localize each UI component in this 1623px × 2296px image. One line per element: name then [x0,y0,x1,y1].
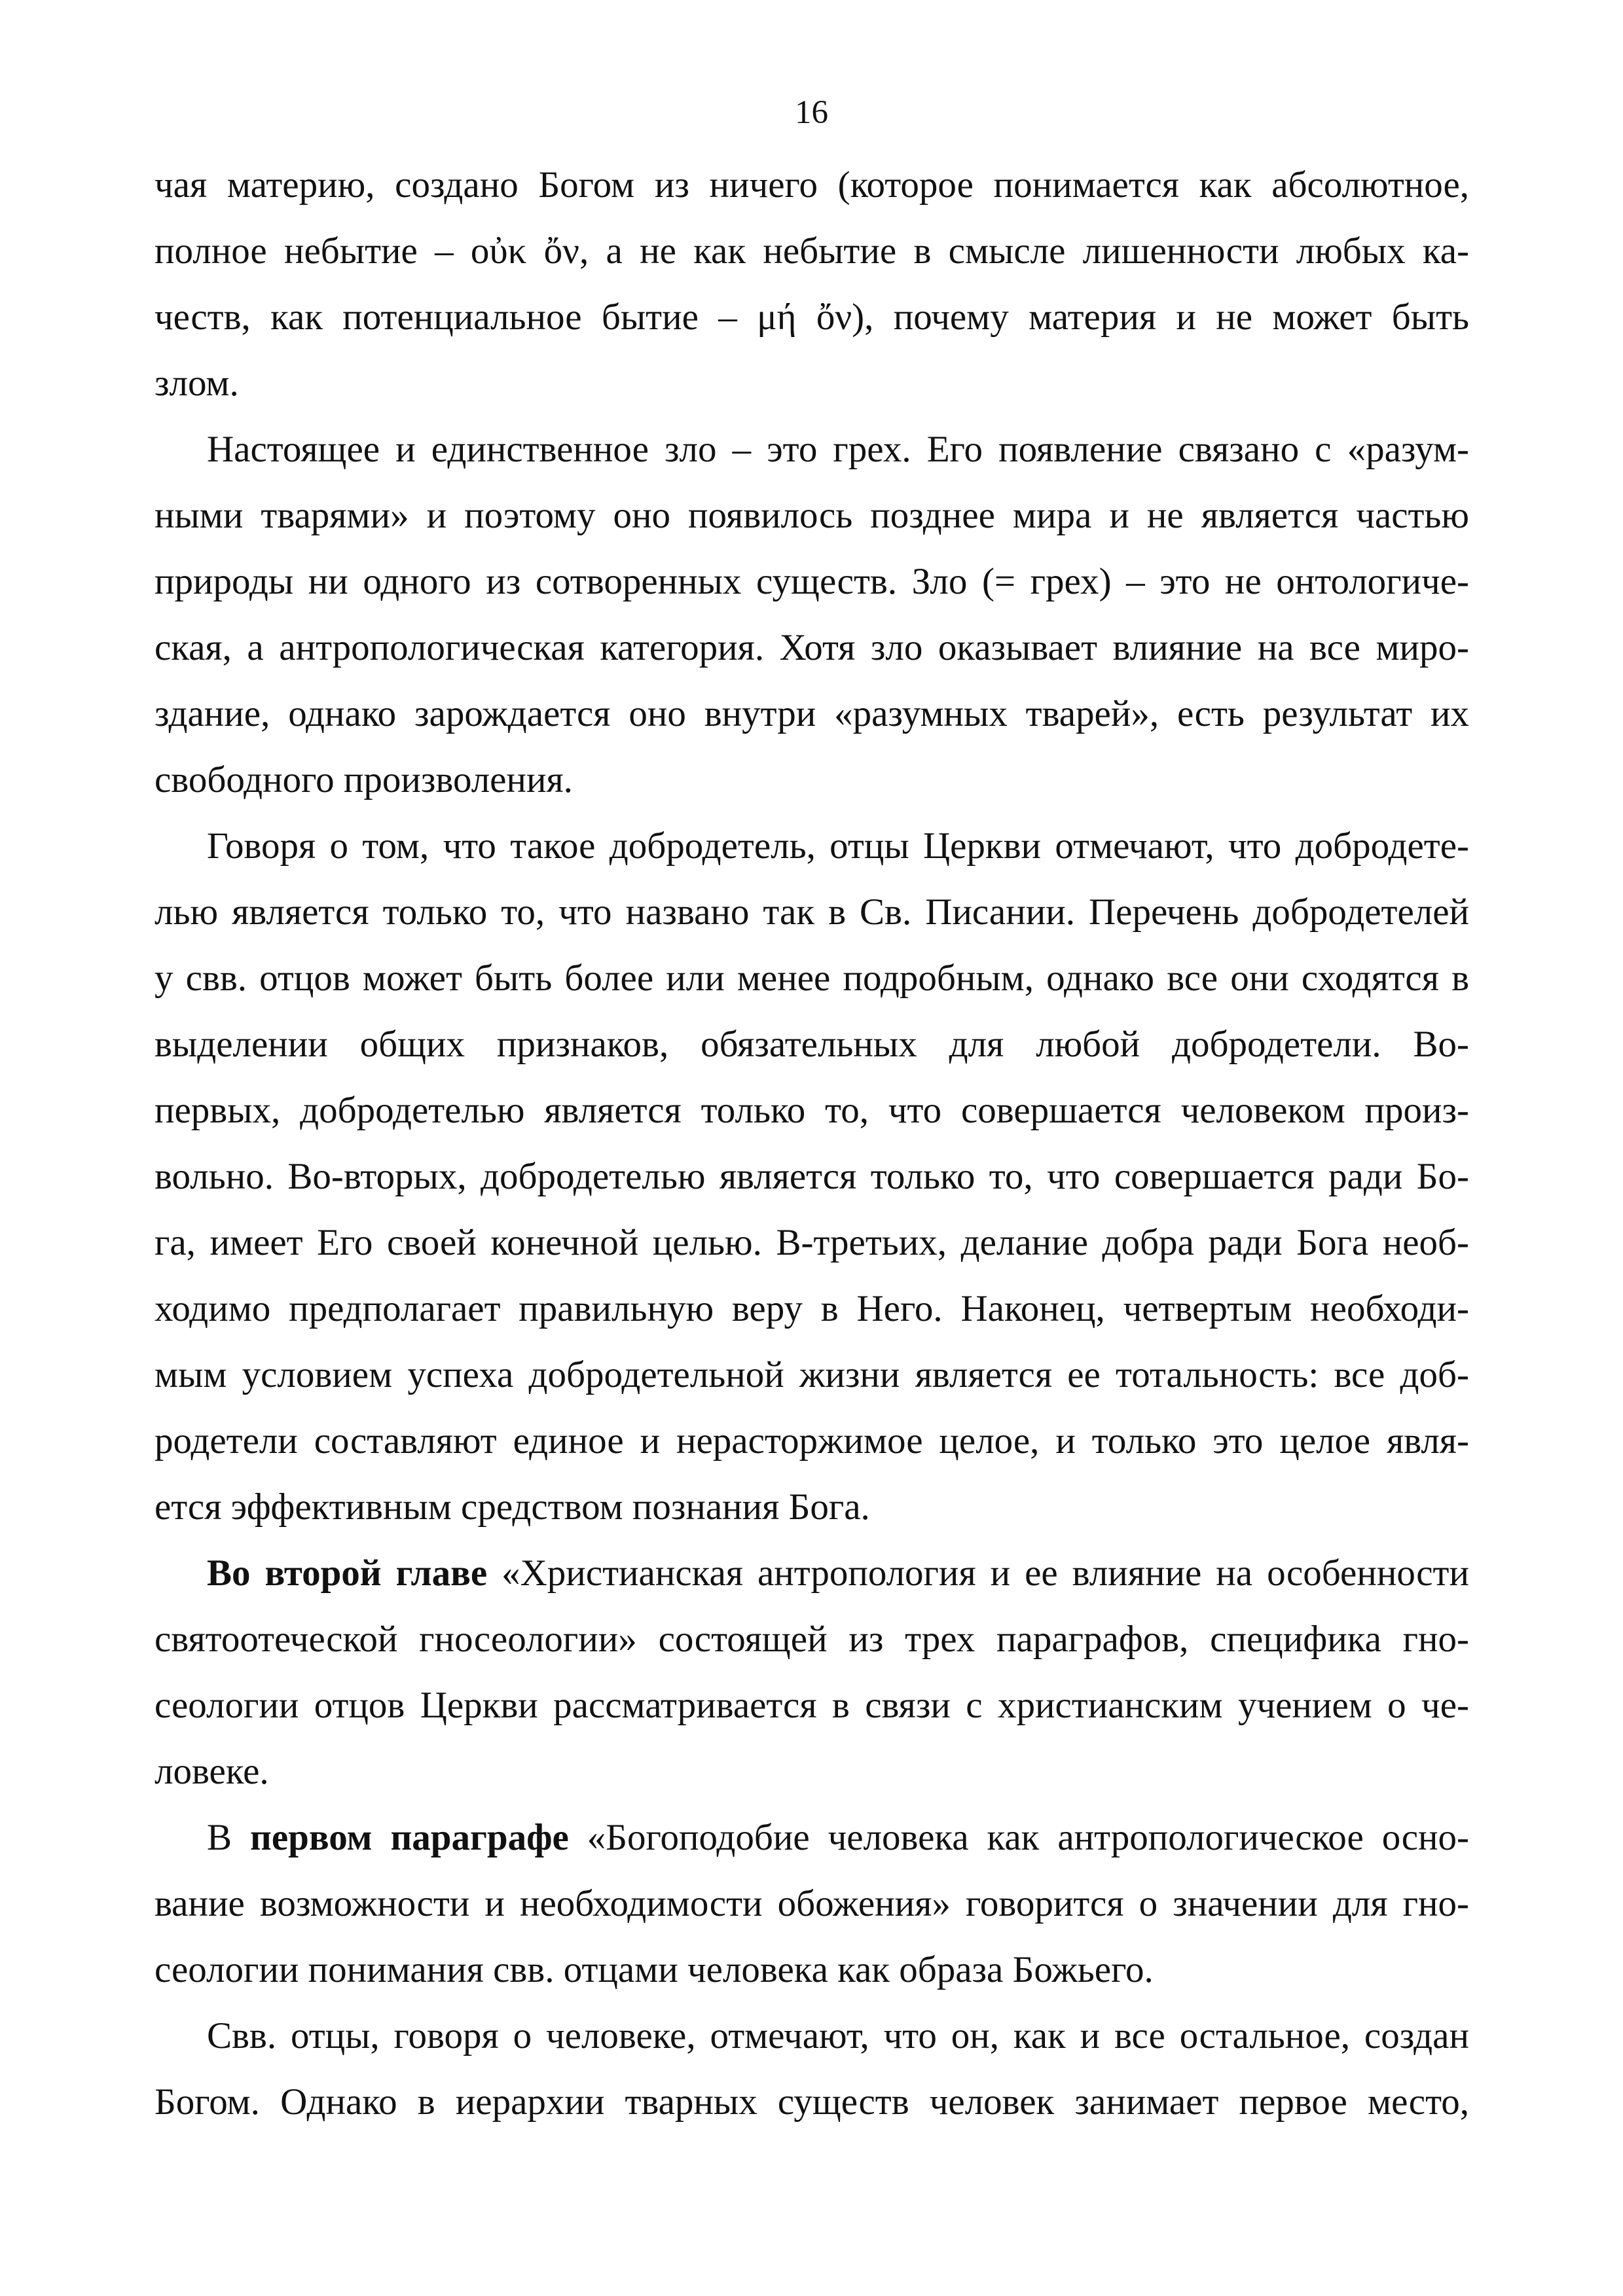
text-line: ными тварями» и поэтому оно появилось позднее мира и не является частью [155,495,1469,536]
text-line: злом. [155,363,239,404]
text-line: ская, а антропологическая категория. Хотя зло оказывает влияние на все миро- [155,627,1469,668]
text-line: га, имеет Его своей конечной целью. В-третьих, делание добра ради Бога необ- [155,1222,1469,1263]
paragraph-continuation [155,152,1469,416]
text-line: здание, однако зарождается оно внутри «разумных тварей», есть результат их [155,693,1469,734]
text-line: вание возможности и необходимости обожения» говорится о значении для гно- [155,1883,1469,1924]
text-line [155,1540,1469,1606]
paragraph-evil-sin [155,416,1469,813]
paragraph-virtue [155,813,1469,1540]
text-line: свободного произволения. [155,759,573,800]
text-line: родетели составляют единое и нерасторжимое целое, и только это целое явля- [155,1420,1469,1462]
text-line: чая материю, создано Богом из ничего (которое понимается как абсолютное, [155,164,1469,206]
bold-lead: первом параграфе [250,1817,569,1858]
text-line: полное небытие – οὐκ ὄν, а не как небытие в смысле лишенности любых ка- [155,230,1469,272]
text-line: сеологии отцов Церкви рассматривается в связи с христианским учением о че- [155,1685,1469,1726]
text-line: выделении общих признаков, обязательных для любой добродетели. Во- [155,1024,1469,1065]
body-text [155,152,1469,2135]
paragraph-second-chapter [155,1540,1469,1804]
text-line: мым условием успеха добродетельной жизни является ее тотальность: все доб- [155,1354,1469,1395]
paragraph-first-section [155,1804,1469,2003]
text-line: первых, добродетелью является только то, что совершается человеком произ- [155,1090,1469,1131]
text-line: Говоря о том, что такое добродетель, отцы Церкви отмечают, что добродете- [207,825,1469,867]
bold-lead: Во второй главе [207,1552,488,1594]
text-line: Богом. Однако в иерархии тварных существ человек занимает первое место, [155,2081,1469,2123]
text-line: сеологии понимания свв. отцами человека как образа Божьего. [155,1949,1154,1990]
text-line: природы ни одного из сотворенных существ. Зло (= грех) – это не онтологиче- [155,561,1469,602]
text-line [155,1804,1469,1871]
page-number: 16 [795,94,828,131]
text-line: святоотеческой гносеологии» состоящей из трех параграфов, специфика гно- [155,1619,1469,1660]
text-line: у свв. отцов может быть более или менее подробным, однако все они сходятся в [155,958,1469,999]
text-line: ется эффективным средством познания Бога. [155,1486,870,1528]
text-line: Свв. отцы, говоря о человеке, отмечают, что он, как и все остальное, создан [207,2015,1469,2056]
text-line: ходимо предполагает правильную веру в Него. Наконец, четвертым необходи- [155,1288,1469,1329]
text-line: лью является только то, что названо так в Св. Писании. Перечень добродетелей [155,891,1469,933]
text-line: вольно. Во-вторых, добродетелью является только то, что совершается ради Бо- [155,1156,1469,1197]
paragraph-holy-fathers [155,2003,1469,2135]
text-line: Настоящее и единственное зло – это грех. Его появление связано с «разум- [207,429,1469,470]
line-rest: «Христианская антропология и ее влияние на особенности [487,1552,1469,1594]
line-rest: «Богоподобие человека как антропологическое осно- [568,1817,1469,1858]
text-line: ловеке. [155,1751,269,1792]
line-lead: В [207,1817,250,1858]
text-line: честв, как потенциальное бытие – μή ὄν), почему материя и не может быть [155,296,1469,338]
